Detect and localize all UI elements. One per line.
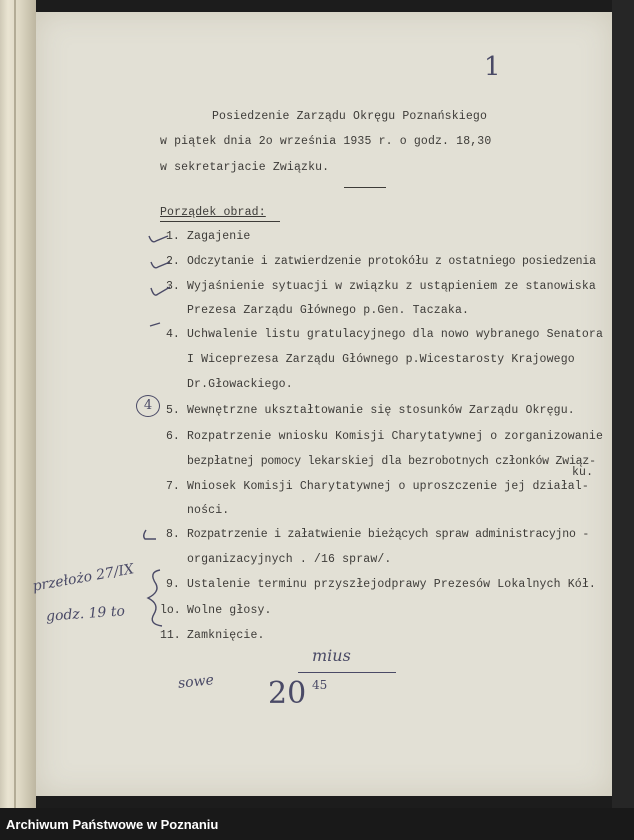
item-number: 3.	[166, 280, 180, 293]
agenda-item-line: Rozpatrzenie wniosku Komisji Charytatywnej o zorganizowanie	[187, 430, 604, 443]
header-line-3: w sekretarjacie Związku.	[160, 161, 330, 174]
header-line-2: w piątek dnia 2o września 1935 r. o godz. 18,30	[160, 135, 492, 148]
binder-edge	[14, 0, 16, 808]
agenda-item-line: bezpłatnej pomocy lekarskiej dla bezrobotnych członków Związ-	[187, 455, 596, 468]
agenda-title-underline	[160, 221, 280, 222]
footer-bar	[0, 808, 634, 840]
item-number: 5.	[166, 404, 180, 417]
agenda-item-line: Wolne głosy.	[187, 604, 272, 617]
agenda-item-line: Wniosek Komisji Charytatywnej o uproszczenie jej działal-	[187, 480, 589, 493]
scan-edge	[612, 0, 634, 808]
binder-strip	[0, 0, 36, 808]
agenda-item-line: organizacyjnych . /16 spraw/.	[187, 553, 392, 566]
document-sheet	[31, 12, 612, 796]
tick-mark-icon	[140, 528, 158, 544]
item-number: 8.	[166, 528, 180, 541]
page-number-mark: 1	[484, 52, 501, 82]
agenda-item-line: ku.	[572, 466, 594, 479]
agenda-item-line: Uchwalenie listu gratulacyjnego dla nowo wybranego Senatora	[187, 328, 604, 341]
agenda-item-line: Ustalenie terminu przyszłejodprawy Prezesów Lokalnych Kół.	[187, 578, 596, 591]
agenda-item-line: Prezesa Zarządu Głównego p.Gen. Taczaka.	[187, 304, 470, 317]
initials: sowe	[177, 672, 215, 692]
item-number: 11.	[160, 629, 181, 642]
item-number: 7.	[166, 480, 180, 493]
item-number: lo.	[160, 604, 181, 617]
agenda-item-line: Dr.Głowackiego.	[187, 378, 293, 391]
item-number: 1.	[166, 230, 180, 243]
signature-underline	[298, 672, 396, 673]
page-count-number: 20	[268, 676, 307, 711]
agenda-title: Porządek obrad:	[160, 206, 266, 219]
agenda-item-line: Wyjaśnienie sytuacji w związku z ustąpieniem ze stanowiska	[187, 280, 596, 293]
check-mark-icon	[148, 282, 172, 300]
check-mark-icon	[148, 256, 172, 272]
page-count-superscript: 45	[312, 678, 328, 692]
archive-name: Archiwum Państwowe w Poznaniu	[6, 817, 219, 832]
header-line-1: Posiedzenie Zarządu Okręgu Poznańskiego	[212, 110, 487, 123]
item-number: 6.	[166, 430, 180, 443]
brace-mark	[140, 568, 168, 628]
margin-note-line-1: przełożo 27/IX	[31, 561, 136, 595]
agenda-item-line: Zagajenie	[187, 230, 251, 243]
agenda-item-line: ności.	[187, 504, 230, 517]
agenda-item-line: Zamknięcie.	[187, 629, 265, 642]
agenda-item-line: Wewnętrzne ukształtowanie się stosunków Zarządu Okręgu.	[187, 404, 575, 417]
signature: mius	[312, 646, 351, 665]
item-number: 9.	[166, 578, 180, 591]
agenda-item-line: Odczytanie i zatwierdzenie protokółu z ostatniego posiedzenia	[187, 255, 596, 268]
check-mark-icon	[146, 230, 170, 246]
item-number: 4.	[166, 328, 180, 341]
agenda-item-line: I Wiceprezesa Zarządu Głównego p.Wicestarosty Krajowego	[187, 353, 575, 366]
circled-number-text: 4	[143, 398, 153, 413]
header-divider	[344, 187, 386, 188]
agenda-item-line: Rozpatrzenie i załatwienie bieżących spraw administracyjno -	[187, 528, 590, 541]
tick-mark-icon	[148, 320, 164, 330]
margin-note-line-2: godz. 19 to	[45, 603, 126, 625]
circled-number-mark	[136, 395, 160, 417]
item-number: 2.	[166, 255, 180, 268]
